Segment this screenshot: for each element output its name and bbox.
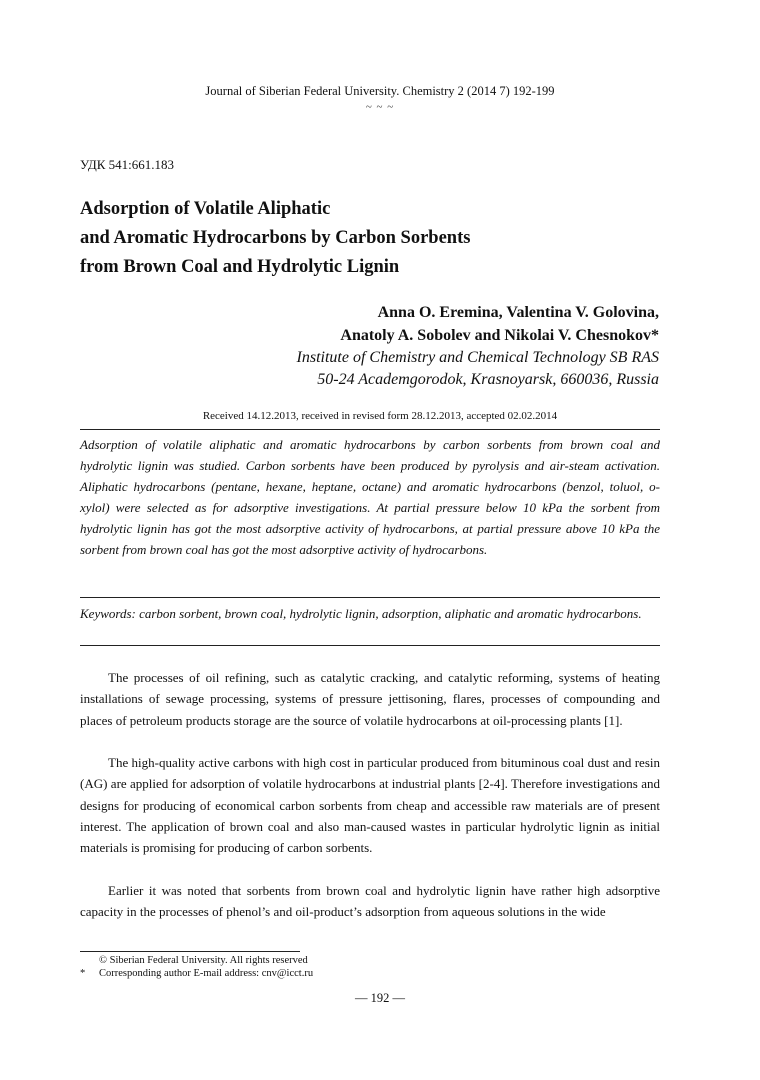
title-line: Adsorption of Volatile Aliphatic — [80, 199, 331, 219]
footnote-rule — [80, 951, 300, 952]
footnote-corresponding: Corresponding author E-mail address: cnv@icct.ru — [99, 968, 314, 979]
body-paragraph: The high-quality active carbons with high cost in particular produced from bituminous coal dust and resin (AG) are applied for adsorption of volatile hydrocarbons at industrial plants [2-4]. Therefore investigations and designs for producing of economical carbon sorbents from cheap and accessible raw materials are of present interest. The application of brown coal and also man-caused wastes in particular hydrolytic lignin as initial materials is promising for producing of carbon sorbents. — [80, 755, 660, 856]
header-ornament: ~ ~ ~ — [365, 101, 395, 113]
abstract-top-rule — [80, 429, 660, 430]
body-paragraph: Earlier it was noted that sorbents from brown coal and hydrolytic lignin have rather high adsorptive capacity in the processes of phenol’s and oil-product’s adsorption from aqueous solutions in the wide — [80, 883, 660, 920]
body-paragraph: The processes of oil refining, such as catalytic cracking, and catalytic reforming, systems of heating installations of sewage processing, systems of pressure jettisoning, flares, processes of compounding and places of petroleum products storage are the source of volatile hydrocarbons at oil-processing plants [1]. — [80, 670, 660, 728]
page-number: ― 192 ― — [355, 991, 405, 1005]
udk-code: УДК 541:661.183 — [80, 157, 175, 172]
title-line: from Brown Coal and Hydrolytic Lignin — [80, 257, 400, 277]
abstract-bottom-rule — [80, 597, 660, 598]
footnote-copyright: © Siberian Federal University. All rights reserved — [99, 955, 308, 966]
authors-line: Anatoly A. Sobolev and Nikolai V. Chesnokov* — [340, 327, 659, 344]
affiliation-line: 50-24 Academgorodok, Krasnoyarsk, 660036, Russia — [317, 371, 659, 388]
footnote-mark: * — [80, 968, 86, 979]
received-dates: Received 14.12.2013, received in revised form 28.12.2013, accepted 02.02.2014 — [202, 410, 558, 422]
paper-title — [80, 195, 470, 282]
authors-line: Anna O. Eremina, Valentina V. Golovina, — [377, 304, 659, 321]
keywords-rule — [80, 645, 660, 646]
keywords: Keywords: carbon sorbent, brown coal, hydrolytic lignin, adsorption, aliphatic and aromatic hydrocarbons. — [80, 606, 642, 621]
authors — [340, 301, 659, 347]
abstract: Adsorption of volatile aliphatic and aromatic hydrocarbons by carbon sorbents from brown coal and hydrolytic lignin was studied. Carbon sorbents have been produced by pyrolysis and air-steam activation. Aliphatic hydrocarbons (pentane, hexane, heptane, octane) and aromatic hydrocarbons (benzol, toluol, o-xylol) were selected as for adsorptive investigations. At partial pressure below 10 kPa the sorbent from hydrolytic lignin has got the most adsorptive activity of hydrocarbons, at partial pressure above 10 kPa the sorbent from brown coal has got the most adsorptive activity of hydrocarbons. — [80, 437, 660, 557]
title-line: and Aromatic Hydrocarbons by Carbon Sorbents — [80, 228, 471, 248]
affiliation-line: Institute of Chemistry and Chemical Technology SB RAS — [296, 349, 659, 366]
affiliation — [297, 347, 659, 391]
journal-header: Journal of Siberian Federal University. Chemistry 2 (2014 7) 192-199 — [205, 84, 555, 98]
